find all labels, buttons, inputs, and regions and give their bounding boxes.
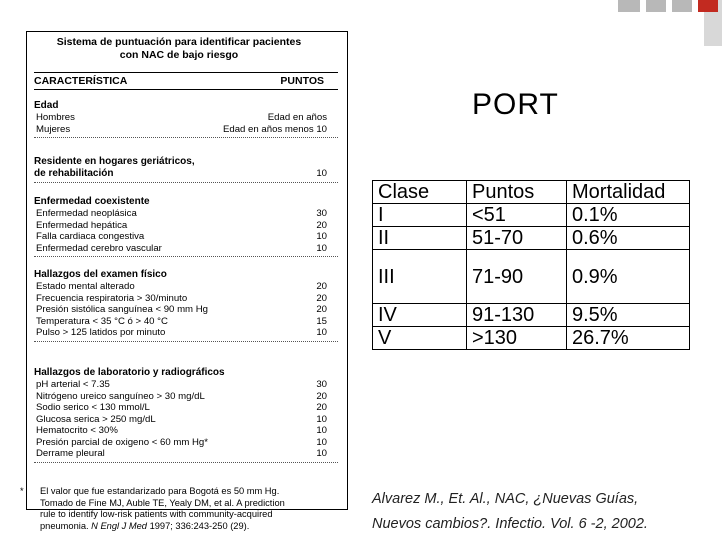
cell-clase: III [373, 250, 467, 304]
score-points: 20 [316, 390, 327, 402]
header-bottom-rule [34, 89, 338, 90]
score-row [36, 293, 327, 305]
table-row [373, 304, 690, 327]
scan-title [14, 36, 344, 62]
column-header-clase: Clase [373, 181, 467, 204]
section-points [36, 168, 327, 180]
decorative-bar-red [698, 0, 718, 12]
section-title: Enfermedad coexistente [34, 196, 150, 207]
score-points: 20 [316, 402, 327, 413]
section-divider [34, 462, 338, 463]
score-label: Pulso > 125 latidos por minuto [36, 327, 166, 338]
score-row [36, 281, 327, 293]
cell-clase: V [373, 327, 467, 350]
table-row [373, 327, 690, 350]
score-points: 10 [316, 231, 327, 242]
cell-clase: IV [373, 304, 467, 327]
column-header-puntos: Puntos [467, 181, 567, 204]
port-class-table [372, 180, 690, 350]
score-row [36, 220, 327, 232]
score-points: 10 [316, 448, 327, 459]
score-points: 10 [316, 327, 327, 338]
scan-title-line: con NAC de bajo riesgo [119, 49, 239, 61]
score-row [36, 437, 327, 449]
citation [372, 487, 722, 537]
decorative-bar [618, 0, 640, 12]
cell-clase: I [373, 204, 467, 227]
footnote-journal: N Engl J Med [91, 520, 147, 531]
table-row [373, 250, 690, 304]
score-label: Estado mental alterado [36, 281, 135, 292]
score-points: Edad en años menos 10 [222, 123, 327, 135]
score-label: Nitrógeno ureico sanguíneo > 30 mg/dL [36, 390, 205, 402]
score-label: Falla cardiaca congestiva [36, 231, 145, 242]
score-row [36, 243, 327, 255]
footnote-line [40, 521, 332, 533]
score-label: Hombres [36, 112, 75, 123]
decorative-bar [672, 0, 692, 12]
cell-clase: II [373, 227, 467, 250]
cell-mortalidad: 9.5% [567, 304, 690, 327]
footnote-line: El valor que fue estandarizado para Bogotá es 50 mm Hg. [40, 486, 280, 496]
score-points: 20 [316, 292, 327, 304]
section-title: Hallazgos del examen físico [34, 269, 167, 280]
score-points: 30 [316, 379, 327, 390]
cell-puntos: 91-130 [467, 304, 567, 327]
score-row [36, 304, 327, 316]
section-divider [34, 182, 338, 183]
score-row [36, 112, 327, 124]
score-label: Derrame pleural [36, 448, 105, 459]
score-row [36, 425, 327, 437]
footnote-text: pneumonia. [40, 520, 92, 531]
header-points: PUNTOS [280, 75, 324, 87]
score-row [36, 448, 327, 460]
score-label: Enfermedad neoplásica [36, 208, 137, 219]
citation-line: Alvarez M., Et. Al., NAC, ¿Nuevas Guías, [372, 491, 639, 507]
cell-puntos: 51-70 [467, 227, 567, 250]
port-title: PORT [472, 88, 559, 121]
cell-mortalidad: 26.7% [567, 327, 690, 350]
scan-title-line: Sistema de puntuación para identificar pacientes [56, 36, 302, 48]
score-points: 20 [316, 304, 327, 315]
decorative-bar [646, 0, 666, 12]
footnote-line: Tomado de Fine MJ, Auble TE, Yealy DM, et al. A prediction [40, 497, 285, 508]
cell-puntos: >130 [467, 327, 567, 350]
table-header-row [373, 181, 690, 204]
section-divider [34, 341, 338, 342]
section-title: Hallazgos de laboratorio y radiográficos [34, 367, 225, 378]
section-divider [34, 256, 338, 257]
cell-mortalidad: 0.1% [567, 204, 690, 227]
score-points: 15 [316, 315, 327, 327]
score-row [36, 402, 327, 414]
score-label: Enfermedad hepática [36, 219, 128, 231]
score-points: 20 [316, 281, 327, 292]
score-label: Hematocrito < 30% [36, 425, 118, 436]
score-label: Sodio serico < 130 mmol/L [36, 402, 150, 413]
section-title: Edad [34, 100, 59, 111]
score-points: 10 [316, 413, 327, 425]
section-title: de rehabilitación [34, 168, 114, 179]
score-label: Frecuencia respiratoria > 30/minuto [36, 292, 188, 304]
section-divider [34, 137, 338, 138]
column-header-mortalidad: Mortalidad [567, 181, 690, 204]
score-label: Enfermedad cerebro vascular [36, 242, 162, 254]
score-points: Edad en años [267, 112, 327, 123]
score-label: pH arterial < 7.35 [36, 379, 110, 390]
footnote-star: * [20, 486, 24, 496]
score-row [36, 327, 327, 339]
score-points: 20 [316, 219, 327, 231]
section-title: Residente en hogares geriátricos, [34, 156, 195, 167]
citation-line: Nuevos cambios?. Infectio. Vol. 6 -2, 2002. [372, 516, 648, 532]
cell-puntos: 71-90 [467, 250, 567, 304]
cell-puntos: <51 [467, 204, 567, 227]
score-row [36, 124, 327, 136]
score-points: 10 [316, 242, 327, 254]
table-row [373, 227, 690, 250]
score-points: 10 [316, 425, 327, 436]
footnote-line: rule to identify low-risk patients with community-acquired [40, 509, 273, 519]
score-row [36, 379, 327, 391]
footnote-text: 1997; 336:243-250 (29). [146, 520, 250, 531]
cell-mortalidad: 0.6% [567, 227, 690, 250]
decorative-header-marks [608, 0, 728, 70]
points-value: 10 [316, 168, 327, 179]
header-characteristic: CARACTERÍSTICA [34, 75, 128, 87]
score-row [36, 391, 327, 403]
score-label: Temperatura < 35 °C ó > 40 °C [36, 315, 168, 327]
score-label: Presión parcial de oxigeno < 60 mm Hg* [36, 436, 208, 448]
scanned-scoring-table [14, 28, 344, 548]
score-row [36, 231, 327, 243]
score-points: 30 [316, 208, 327, 219]
score-label: Glucosa serica > 250 mg/dL [36, 413, 156, 425]
table-row [373, 204, 690, 227]
score-row [36, 208, 327, 220]
score-points: 10 [316, 436, 327, 448]
score-row [36, 414, 327, 426]
score-row [36, 316, 327, 328]
score-label: Mujeres [36, 123, 71, 135]
score-label: Presión sistólica sanguínea < 90 mm Hg [36, 304, 208, 315]
header-top-rule [34, 72, 338, 73]
cell-mortalidad: 0.9% [567, 250, 690, 304]
